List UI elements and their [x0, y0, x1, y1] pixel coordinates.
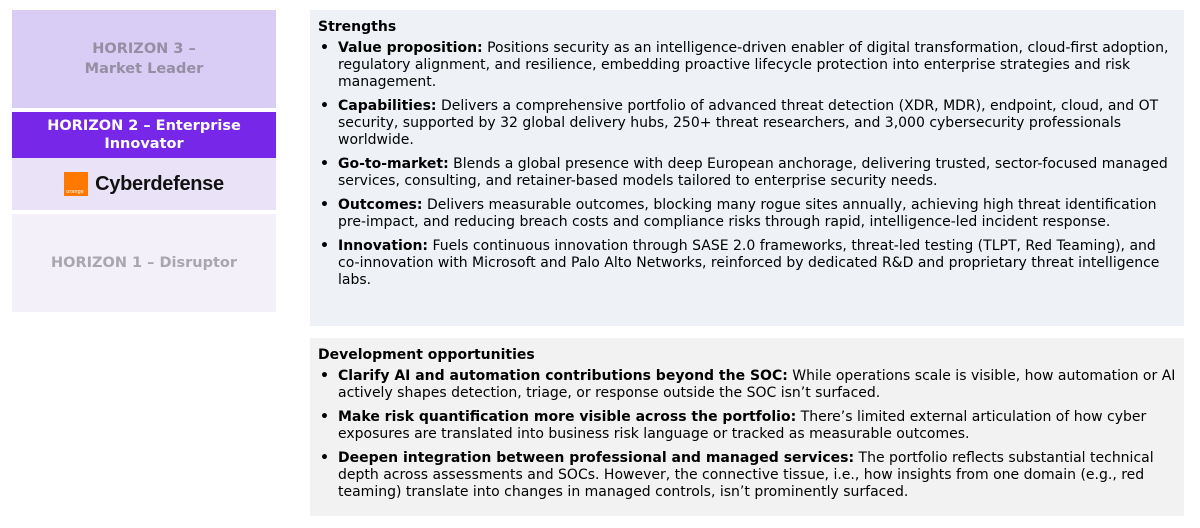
strengths-panel: [310, 10, 1184, 326]
list-item: [318, 40, 1176, 91]
item-text: There’s limited external articulation of how cyber exposures are translated into business risk language or tracked as measurable outcomes.: [338, 409, 1147, 442]
item-lead: Innovation:: [338, 238, 429, 254]
item-text: Delivers measurable outcomes, blocking many rogue sites annually, achieving high threat identification pre-impact, and reducing breach costs and compliance risks through rapid, intelligence-led incident response.: [338, 197, 1157, 230]
item-lead: Outcomes:: [338, 197, 423, 213]
development-title: Development opportunities: [318, 347, 535, 363]
horizon-3-label-line1: HORIZON 3 –: [92, 41, 196, 57]
item-lead: Value proposition:: [338, 40, 483, 56]
logo-small-text: orange: [66, 189, 84, 195]
horizon-3-block: [12, 10, 276, 108]
horizon-1-label: HORIZON 1 – Disruptor: [50, 255, 237, 271]
list-item: [318, 156, 1176, 190]
development-list: [318, 368, 1176, 501]
horizon-2-label: [47, 117, 241, 153]
item-text: While operations scale is visible, how automation or AI actively shapes detection, triage, or response outside the SOC isn’t surfaced.: [338, 368, 1176, 401]
company-logo: [12, 158, 276, 210]
horizon-3-label-line2: Market Leader: [84, 61, 204, 77]
item-lead: Deepen integration between professional and managed services:: [338, 450, 855, 466]
orange-logo-icon: [64, 172, 88, 196]
list-item: [318, 409, 1176, 443]
horizon-2-block: [12, 112, 276, 158]
strengths-list: [318, 40, 1176, 289]
list-item: [318, 238, 1176, 289]
horizon-2-label-line2: Innovator: [104, 136, 184, 152]
item-text: Blends a global presence with deep European anchorage, delivering trusted, sector-focused managed services, consulting, and retainer-based models tailored to enterprise security needs.: [338, 156, 1168, 189]
item-text: Fuels continuous innovation through SASE 2.0 frameworks, threat-led testing (TLPT, Red Teaming), and co-innovation with Microsoft and Palo Alto Networks, reinforced by dedicated R&D and proprietary threat intelligence labs.: [338, 238, 1160, 288]
list-item: [318, 98, 1176, 149]
item-text: Delivers a comprehensive portfolio of advanced threat detection (XDR, MDR), endpoint, cloud, and OT security, supported by 32 global delivery hubs, 250+ threat researchers, and 3,000 cybersecurity professionals worldwide.: [338, 98, 1159, 148]
strengths-title: Strengths: [318, 19, 397, 35]
item-lead: Capabilities:: [338, 98, 437, 114]
horizon-1-block: [12, 214, 276, 312]
logo-wordmark: Cyberdefense: [95, 172, 224, 195]
horizon-3-label: [85, 39, 204, 79]
list-item: [318, 450, 1176, 501]
item-lead: Go-to-market:: [338, 156, 449, 172]
list-item: [318, 197, 1176, 231]
list-item: [318, 368, 1176, 402]
item-text: Positions security as an intelligence-driven enabler of digital transformation, cloud-first adoption, regulatory alignment, and resilience, embedding proactive lifecycle protection into enterprise strategies and risk management.: [338, 40, 1169, 90]
item-text: The portfolio reflects substantial technical depth across assessments and SOCs. However, the connective tissue, i.e., how insights from one domain (e.g., red teaming) translate into changes in managed controls, isn’t prominently surfaced.: [338, 450, 1154, 500]
item-lead: Make risk quantification more visible across the portfolio:: [338, 409, 797, 425]
horizon-2-label-line1: HORIZON 2 – Enterprise: [47, 118, 241, 134]
development-panel: [310, 338, 1184, 516]
item-lead: Clarify AI and automation contributions beyond the SOC:: [338, 368, 788, 384]
